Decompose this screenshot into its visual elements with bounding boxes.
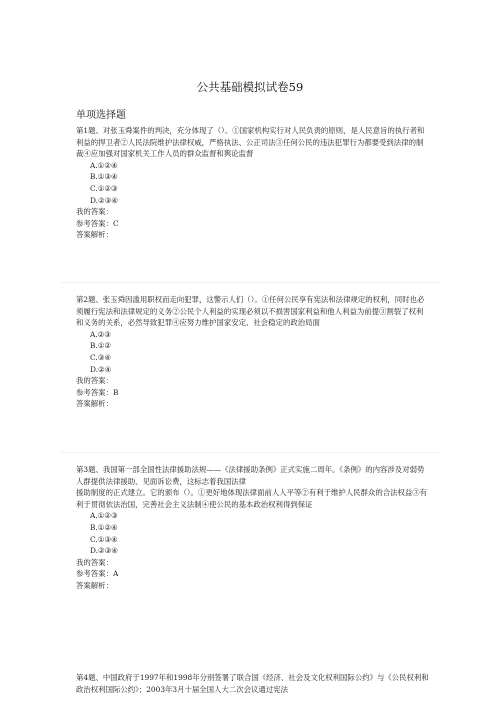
question-3 xyxy=(76,464,430,592)
my-answer: 我的答案： xyxy=(76,557,113,567)
reference-answer: 参考答案：A xyxy=(76,569,119,579)
question-stem-line: 第3题、我国第一部全国性法律援助法规——《法律援助条例》正式实施二周年。《条例》的内容涉及对弱势人群提供法律援助、见面诉讼费，这标志着我国法律 xyxy=(76,465,425,486)
question-2 xyxy=(76,294,430,410)
option-b: B.①③④ xyxy=(90,172,118,182)
question-stem: 第2题、张玉舜因滥用职权而走向犯罪，这警示人们（）。①任何公民享有宪法和法律规定的权利，同时也必须履行宪法和法律规定的义务②公民个人利益的实现必须以不损害国家利益和他人利益为前提③割裂了权利和义务的关系，必然导致犯罪④应努力维护国家安定、社会稳定的政治局面 xyxy=(76,295,425,328)
option-a: A.①②③ xyxy=(90,511,118,521)
question-stem: 第1题、对张玉舜案件的判决，充分体现了（）。①国家机构实行对人民负责的原则，是人民意旨的执行者和利益的捍卫者②人民法院维护法律权威，严格执法、公正司法③任何公民的违法犯罪行为都要受到法律的制裁④应加强对国家机关工作人员的群众监督和舆论监督 xyxy=(76,126,425,159)
answer-analysis: 答案解析： xyxy=(76,230,113,240)
page-title: 公共基础模拟试卷59 xyxy=(196,80,304,94)
section-heading: 单项选择题 xyxy=(76,110,126,121)
question-4 xyxy=(76,672,430,695)
question-stem: 第4题、中国政府于1997年和1998年分别签署了联合国《经济、社会及文化权利国际公约》与《公民权利和政治权利国际公约》；2003年3月十届全国人大二次会议通过宪法 xyxy=(76,673,429,694)
option-c: C.①③④ xyxy=(90,534,118,544)
reference-answer: 参考答案：B xyxy=(76,387,119,397)
divider xyxy=(60,282,440,283)
option-d: D.②③④ xyxy=(90,195,118,205)
my-answer: 我的答案： xyxy=(76,207,113,217)
option-c: C.①②③ xyxy=(90,183,118,193)
question-1 xyxy=(76,125,430,241)
option-a: A.①②④ xyxy=(90,160,118,170)
option-a: A.②③ xyxy=(90,329,111,339)
option-b: B.①②④ xyxy=(90,522,118,532)
answer-analysis: 答案解析： xyxy=(76,399,113,409)
question-stem-line: 援助制度的正式建立。它的颁布（）。①更好地体现法律面前人人平等②有利于维护人民群众的合法权益③有利于贯彻依法治国，完善社会主义法制④使公民的基本政治权利得到保证 xyxy=(76,488,428,509)
divider xyxy=(60,452,440,453)
option-b: B.①② xyxy=(90,341,112,351)
reference-answer: 参考答案：C xyxy=(76,218,119,228)
option-d: D.②③④ xyxy=(90,546,118,556)
my-answer: 我的答案： xyxy=(76,376,113,386)
option-c: C.③④ xyxy=(90,352,111,362)
answer-analysis: 答案解析： xyxy=(76,580,113,590)
option-d: D.②④ xyxy=(90,364,112,374)
